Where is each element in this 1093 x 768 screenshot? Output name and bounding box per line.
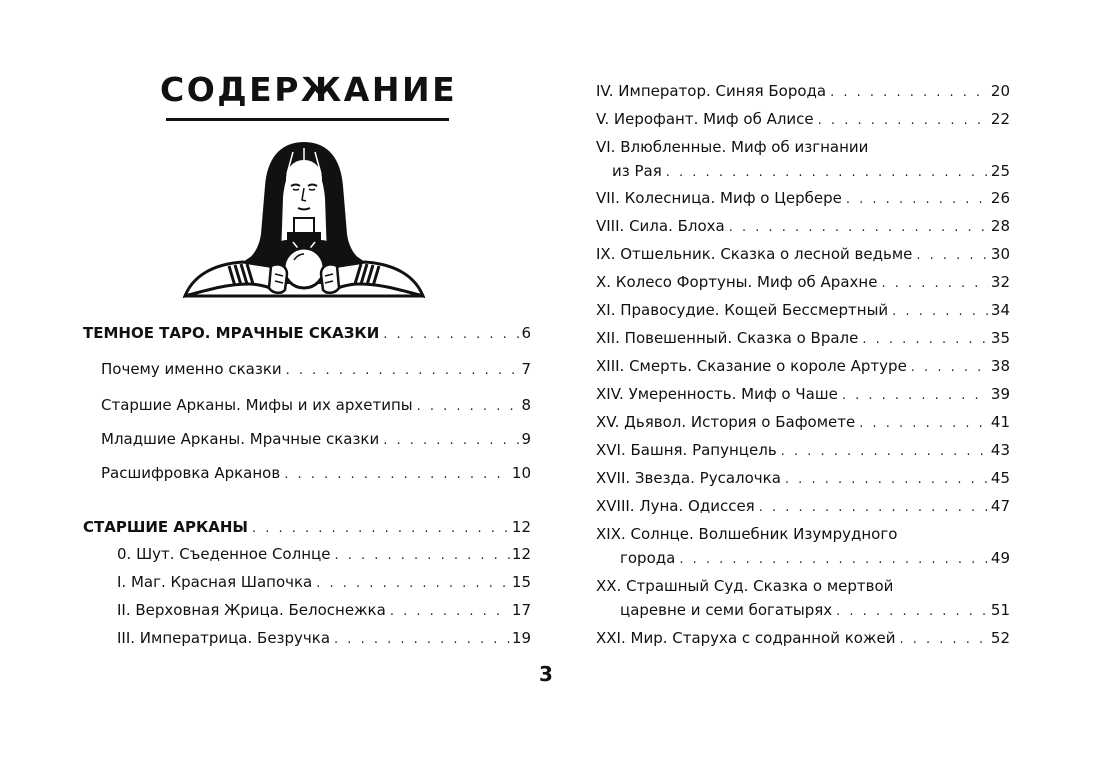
toc-entry-page: 38 (990, 357, 1010, 375)
leader-dots (334, 629, 510, 651)
toc-entry-title: XIV. Умеренность. Миф о Чаше (596, 385, 838, 403)
toc-entry[interactable] (620, 599, 1010, 623)
toc-entry[interactable] (596, 411, 1010, 435)
toc-entry-page: 35 (990, 329, 1010, 347)
toc-entry-title: XVI. Башня. Рапунцель (596, 441, 777, 459)
toc-entry-page: 10 (511, 464, 531, 482)
toc-entry[interactable] (117, 599, 531, 623)
toc-entry-page: 7 (521, 360, 531, 378)
toc-entry[interactable] (596, 243, 1010, 267)
toc-entry-page: 19 (511, 629, 531, 647)
toc-entry[interactable] (596, 467, 1010, 491)
leader-dots (862, 329, 989, 351)
toc-entry-title: IV. Император. Синяя Борода (596, 82, 827, 100)
leader-dots (666, 162, 989, 184)
toc-entry-page: 9 (521, 430, 531, 448)
toc-entry[interactable] (596, 271, 1010, 295)
toc-entry[interactable] (596, 299, 1010, 323)
toc-entry[interactable] (596, 383, 1010, 407)
leader-dots (818, 110, 989, 132)
toc-entry-title: Расшифровка Арканов (101, 464, 281, 482)
toc-entry-title-continued: из Рая (612, 162, 662, 180)
toc-entry[interactable] (596, 327, 1010, 351)
toc-entry-page: 12 (511, 518, 531, 536)
leader-dots (781, 441, 989, 463)
toc-entry-title-continued: города (620, 549, 676, 567)
toc-entry-page: 30 (990, 245, 1010, 263)
toc-entry-page: 26 (990, 189, 1010, 207)
leader-dots (252, 518, 510, 540)
toc-entry-title: XI. Правосудие. Кощей Бессмертный (596, 301, 889, 319)
toc-entry-section[interactable] (83, 322, 531, 346)
toc-entry-title: X. Колесо Фортуны. Миф об Арахне (596, 273, 878, 291)
toc-entry[interactable] (596, 80, 1010, 104)
toc-entry[interactable] (101, 462, 531, 486)
toc-entry-page: 49 (990, 549, 1010, 567)
toc-entry-page: 34 (990, 301, 1010, 319)
toc-entry-page: 39 (990, 385, 1010, 403)
toc-entry-title: VIII. Сила. Блоха (596, 217, 725, 235)
leader-dots (830, 82, 989, 104)
toc-entry-page: 47 (990, 497, 1010, 515)
leader-dots (729, 217, 989, 239)
toc-entry-page: 43 (990, 441, 1010, 459)
toc-entry[interactable] (117, 627, 531, 651)
toc-entry-title: XII. Повешенный. Сказка о Врале (596, 329, 859, 347)
toc-entry-title: III. Императрица. Безручка (117, 629, 331, 647)
toc-entry-page: 28 (990, 217, 1010, 235)
toc-entry-title: V. Иерофант. Миф об Алисе (596, 110, 814, 128)
toc-entry-title: 0. Шут. Съеденное Солнце (117, 545, 331, 563)
leader-dots (390, 601, 510, 623)
toc-entry-page: 52 (990, 629, 1010, 647)
toc-entry-title: ТЕМНОЕ ТАРО. МРАЧНЫЕ СКАЗКИ (83, 324, 380, 342)
toc-entry-page: 45 (990, 469, 1010, 487)
toc-entry-title[interactable]: XIX. Солнце. Волшебник Изумрудного (596, 525, 898, 543)
toc-entry-title: Младшие Арканы. Мрачные сказки (101, 430, 380, 448)
toc-entry[interactable] (101, 428, 531, 452)
toc-entry[interactable] (620, 547, 1010, 571)
toc-entry-page: 25 (990, 162, 1010, 180)
toc-entry[interactable] (596, 495, 1010, 519)
toc-entry[interactable] (596, 108, 1010, 132)
toc-entry[interactable] (596, 439, 1010, 463)
leader-dots (759, 497, 989, 519)
toc-entry-title: Почему именно сказки (101, 360, 282, 378)
toc-entry[interactable] (117, 571, 531, 595)
toc-entry[interactable] (101, 358, 531, 382)
leader-dots (881, 273, 988, 295)
leader-dots (383, 324, 519, 346)
leader-dots (842, 385, 989, 407)
leader-dots (417, 396, 520, 418)
page-title: СОДЕРЖАНИЕ (160, 70, 458, 109)
toc-entry-page: 20 (990, 82, 1010, 100)
toc-entry-title: IX. Отшельник. Сказка о лесной ведьме (596, 245, 913, 263)
leader-dots (892, 301, 989, 323)
toc-entry-title: СТАРШИЕ АРКАНЫ (83, 518, 248, 536)
toc-entry-page: 51 (990, 601, 1010, 619)
leader-dots (899, 629, 988, 651)
toc-entry-page: 8 (521, 396, 531, 414)
leader-dots (836, 601, 989, 623)
fortune-teller-crystal-ball-illustration (183, 138, 425, 298)
toc-entry-title: XVIII. Луна. Одиссея (596, 497, 755, 515)
toc-entry-page: 41 (990, 413, 1010, 431)
leader-dots (846, 189, 989, 211)
toc-entry-page: 32 (990, 273, 1010, 291)
toc-entry-title[interactable]: XX. Страшный Суд. Сказка о мертвой (596, 577, 894, 595)
toc-entry-page: 17 (511, 601, 531, 619)
leader-dots (785, 469, 989, 491)
leader-dots (383, 430, 519, 452)
leader-dots (286, 360, 520, 382)
toc-entry-page: 22 (990, 110, 1010, 128)
toc-entry[interactable] (596, 627, 1010, 651)
toc-entry-title-continued: царевне и семи богатырях (620, 601, 833, 619)
toc-entry-title: I. Маг. Красная Шапочка (117, 573, 313, 591)
toc-entry[interactable] (101, 394, 531, 418)
leader-dots (316, 573, 510, 595)
leader-dots (334, 545, 509, 567)
leader-dots (859, 413, 989, 435)
toc-entry-page: 6 (521, 324, 531, 342)
toc-entry[interactable] (117, 543, 531, 567)
toc-entry-title: XXI. Мир. Старуха с содранной кожей (596, 629, 896, 647)
leader-dots (679, 549, 989, 571)
toc-entry-title: VII. Колесница. Миф о Цербере (596, 189, 842, 207)
toc-entry-title: Старшие Арканы. Мифы и их архетипы (101, 396, 413, 414)
page-number: 3 (539, 662, 553, 686)
toc-entry-title: XVII. Звезда. Русалочка (596, 469, 781, 487)
leader-dots (284, 464, 510, 486)
title-underline (166, 118, 449, 121)
toc-entry-title[interactable]: VI. Влюбленные. Миф об изгнании (596, 138, 869, 156)
leader-dots (916, 245, 989, 267)
toc-entry-page: 15 (511, 573, 531, 591)
toc-entry[interactable] (596, 187, 1010, 211)
toc-entry[interactable] (596, 215, 1010, 239)
toc-entry-section[interactable] (83, 516, 531, 540)
toc-entry-title: XIII. Смерть. Сказание о короле Артуре (596, 357, 907, 375)
toc-entry-title: II. Верховная Жрица. Белоснежка (117, 601, 386, 619)
toc-entry[interactable] (612, 160, 1010, 184)
toc-entry-page: 12 (511, 545, 531, 563)
toc-entry-title: XV. Дьявол. История о Бафомете (596, 413, 856, 431)
leader-dots (911, 357, 989, 379)
toc-entry[interactable] (596, 355, 1010, 379)
